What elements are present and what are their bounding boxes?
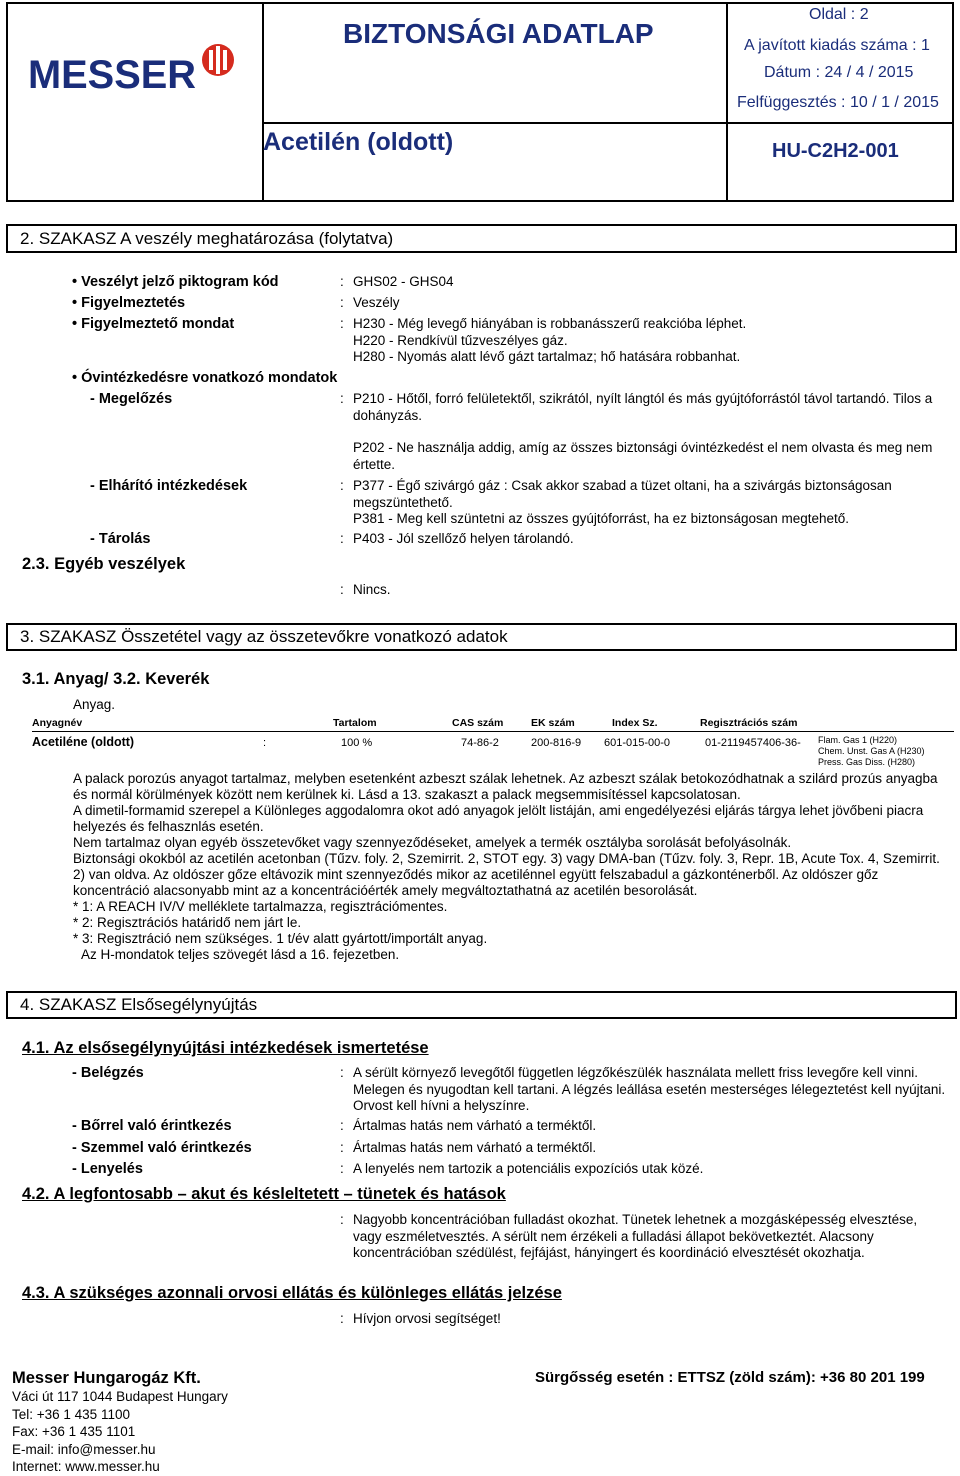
company-email: E-mail: info@messer.hu: [12, 1441, 156, 1457]
colon: :: [340, 1118, 344, 1133]
symptoms-value: Nagyobb koncentrációban fulladást okozhat. Tünetek lehetnek a mozgásképesség elvesztése, vagy eszméletvesztés. A sérült nem érzékeli a fulladási állapot bekövetkeztét. Alacsony koncentrációban szédülést, fejfájást, hányingert és koordináció elvesztését okozhatja.: [353, 1212, 918, 1260]
company-tel: Tel: +36 1 435 1100: [12, 1406, 130, 1422]
first-aid-measures-heading: 4.1. Az elsősegélynyújtási intézkedések ismertetése: [22, 1039, 429, 1057]
ingestion-label: - Lenyelés: [72, 1161, 143, 1177]
inhalation-value: A sérült környező levegőtől független légzőkészülék használata mellett friss levegőre kell vinni. Melegen és nyugodtan kell tartani. A légzés leállása esetén mesterséges lélegeztetést kell nyújtani. Orvost kell hívni a helyszínre.: [353, 1065, 946, 1113]
prevention-label: - Megelőzés: [90, 391, 173, 407]
storage-label: - Tárolás: [90, 531, 151, 547]
colon: :: [340, 274, 344, 289]
substance-name: Acetiléne (oldott): [32, 735, 135, 749]
colon: :: [340, 1212, 344, 1227]
note-h-statements: Az H-mondatok teljes szövegét lásd a 16. fejezetben.: [81, 947, 400, 962]
header-divider: [726, 4, 728, 200]
medical-attention-value: Hívjon orvosi segítséget!: [353, 1311, 501, 1326]
company-fax: Fax: +36 1 435 1101: [12, 1424, 136, 1439]
symptoms-heading: 4.2. A legfontosabb – akut és késleltetett – tünetek és hatások: [22, 1185, 506, 1203]
header-divider: [262, 4, 264, 200]
storage-p403: P403 - Jól szellőző helyen tárolandó.: [353, 531, 574, 546]
footer-company-block: [12, 1368, 228, 1476]
colon: :: [340, 1161, 344, 1176]
signal-word-label: • Figyelmeztetés: [72, 295, 186, 311]
colon: :: [340, 531, 344, 546]
medical-attention-heading: 4.3. A szükséges azonnali orvosi ellátás és különleges ellátás jelzése: [22, 1284, 562, 1302]
company-web: Internet: www.messer.hu: [12, 1459, 160, 1474]
colon: :: [340, 295, 344, 310]
other-hazards-value: Nincs.: [353, 582, 391, 597]
composition-notes: [73, 771, 948, 963]
substance-classification: [818, 735, 925, 768]
company-address: Váci út 117 1044 Budapest Hungary: [12, 1389, 228, 1404]
col-reg-header: Regisztrációs szám: [700, 717, 798, 729]
section-2-title: 2. SZAKASZ A veszély meghatározása (folytatva): [6, 224, 957, 253]
ingestion-value: A lenyelés nem tartozik a potenciális expozíciós utak közé.: [353, 1161, 704, 1176]
substance-ek: 200-816-9: [531, 737, 582, 749]
messer-logo: [24, 40, 244, 96]
hazard-statements: [353, 316, 948, 366]
note-dmf: A dimetil-formamid szerepel a Különleges aggodalomra okot adó anyagok jelölt listáján, ami engedélyezési eljárás tárgya lehet jövőbeni piacra helyezés és felhasznlás esetén.: [73, 803, 924, 834]
colon: :: [340, 478, 344, 493]
eye-contact-value: Ártalmas hatás nem várható a terméktől.: [353, 1140, 597, 1155]
pictogram-value: GHS02 - GHS04: [353, 274, 454, 289]
colon: :: [263, 737, 267, 749]
skin-contact-value: Ártalmas hatás nem várható a terméktől.: [353, 1118, 597, 1133]
note-impurities: Nem tartalmaz olyan egyéb összetevőket vagy szennyeződéseket, amelyek a termék osztályba sorolását befolyásolnák.: [73, 835, 792, 850]
col-index-header: Index Sz.: [612, 717, 658, 729]
note-solvent: Biztonsági okokból az acetilén acetonban (Tűzv. foly. 2, Szemirrit. 2, STOT egy. 3) vagy DMA-ban (Tűzv. foly. 3, Repr. 1B, Acute Tox. 4, Szemirrit. 2) van oldva. Az oldószer gőze eltávozik mint szennyeződés mikor az acetilénnel együtt felszabadul a gázkonténerből. Az oldószer gőz koncentráció alacsonyabb mint az a koncentrációérték amely megváltoztathatná az acetilén besorolását.: [73, 851, 940, 898]
class-press-gas: Press. Gas Diss. (H280): [818, 757, 916, 767]
col-content-header: Tartalom: [333, 717, 377, 729]
response-p377: P377 - Égő szivárgó gáz : Csak akkor szabad a tüzet oltani, ha a szivárgás biztonságosan megszüntethető.: [353, 478, 892, 510]
hazard-h220: H220 - Rendkívül tűzveszélyes gáz.: [353, 332, 568, 348]
note-reach-1: * 1: A REACH IV/V melléklete tartalmazza, regisztrációmentes.: [73, 899, 448, 914]
company-name: Messer Hungarogáz Kft.: [12, 1369, 201, 1387]
signal-word-value: Veszély: [353, 295, 400, 310]
section-3-title: 3. SZAKASZ Összetétel vagy az összetevőkre vonatkozó adatok: [6, 623, 957, 651]
revision-number: A javított kiadás száma : 1: [744, 37, 930, 54]
emergency-phone: Sürgősség esetén : ETTSZ (zöld szám): +36 80 201 199: [535, 1369, 925, 1386]
page-number: Oldal : 2: [809, 6, 869, 23]
hazard-h280: H280 - Nyomás alatt lévő gázt tartalmaz; hő hatására robbanhat.: [353, 349, 741, 364]
prevention-p210: P210 - Hőtől, forró felületektől, szikrától, nyílt lángtól és más gyújtóforrástól távol tartandó. Tilos a dohányzás.: [353, 391, 933, 423]
hazard-h230: H230 - Még levegő hiányában is robbanásszerű reakcióba léphet.: [353, 316, 747, 331]
response-p381: P381 - Meg kell szüntetni az összes gyújtóforrást, ha ez biztonságosan megtehető.: [353, 511, 850, 526]
substance-registration: 01-2119457406-36-: [705, 737, 801, 749]
note-reach-3: * 3: Regisztráció nem szükséges. 1 t/év alatt gyártott/importált anyag.: [73, 931, 488, 946]
col-name-header: Anyagnév: [32, 717, 83, 729]
colon: :: [340, 1140, 344, 1155]
prevention-p202: P202 - Ne használja addig, amíg az összes biztonsági óvintézkedést el nem olvasta és meg nem értette.: [353, 440, 933, 472]
skin-contact-label: - Bőrrel való érintkezés: [72, 1118, 232, 1134]
colon: :: [340, 391, 344, 406]
colon: :: [340, 1065, 344, 1080]
class-flam-gas: Flam. Gas 1 (H220): [818, 735, 898, 745]
col-ek-header: EK szám: [531, 717, 575, 729]
class-chem-unst: Chem. Unst. Gas A (H230): [818, 746, 925, 756]
substance-content: 100 %: [341, 737, 373, 749]
note-asbestos: A palack porozús anyagot tartalmaz, melyben esetenként azbeszt szálak lehetnek. Az azbeszt szálak betokozódhatnak a szilárd prozús anyagba és normál körülmények között nem kerülnek ki. Lásd a 13. szakaszt a palack megsemmisítéssel kapcsolatosan.: [73, 771, 938, 802]
substance-cas: 74-86-2: [461, 737, 499, 749]
product-name: Acetilén (oldott): [263, 128, 454, 156]
section-4-title: 4. SZAKASZ Elsősegélynyújtás: [6, 991, 957, 1019]
other-hazards-label: 2.3. Egyéb veszélyek: [22, 555, 186, 573]
document-title: BIZTONSÁGI ADATLAP: [343, 18, 654, 49]
logo-text: MESSER: [28, 53, 197, 96]
col-cas-header: CAS szám: [452, 717, 504, 729]
substance-index: 601-015-00-0: [604, 737, 671, 749]
substance-mixture-heading: 3.1. Anyag/ 3.2. Keverék: [22, 670, 210, 688]
product-code: HU-C2H2-001: [772, 140, 899, 162]
supersedes-date: Felfüggesztés : 10 / 1 / 2015: [737, 94, 939, 111]
header-divider: [262, 122, 952, 124]
issue-date: Dátum : 24 / 4 / 2015: [764, 64, 914, 81]
pictogram-label: • Veszélyt jelző piktogram kód: [72, 274, 279, 290]
table-rule: [32, 731, 954, 732]
response-label: - Elhárító intézkedések: [90, 478, 248, 494]
colon: :: [340, 316, 344, 331]
inhalation-label: - Belégzés: [72, 1065, 144, 1081]
colon: :: [340, 582, 344, 597]
hazard-statement-label: • Figyelmeztető mondat: [72, 316, 235, 332]
precaution-label: • Óvintézkedésre vonatkozó mondatok: [72, 370, 338, 386]
colon: :: [340, 1311, 344, 1326]
eye-contact-label: - Szemmel való érintkezés: [72, 1140, 252, 1156]
substance-type: Anyag.: [73, 697, 116, 712]
note-reach-2: * 2: Regisztrációs határidő nem járt le.: [73, 915, 302, 930]
